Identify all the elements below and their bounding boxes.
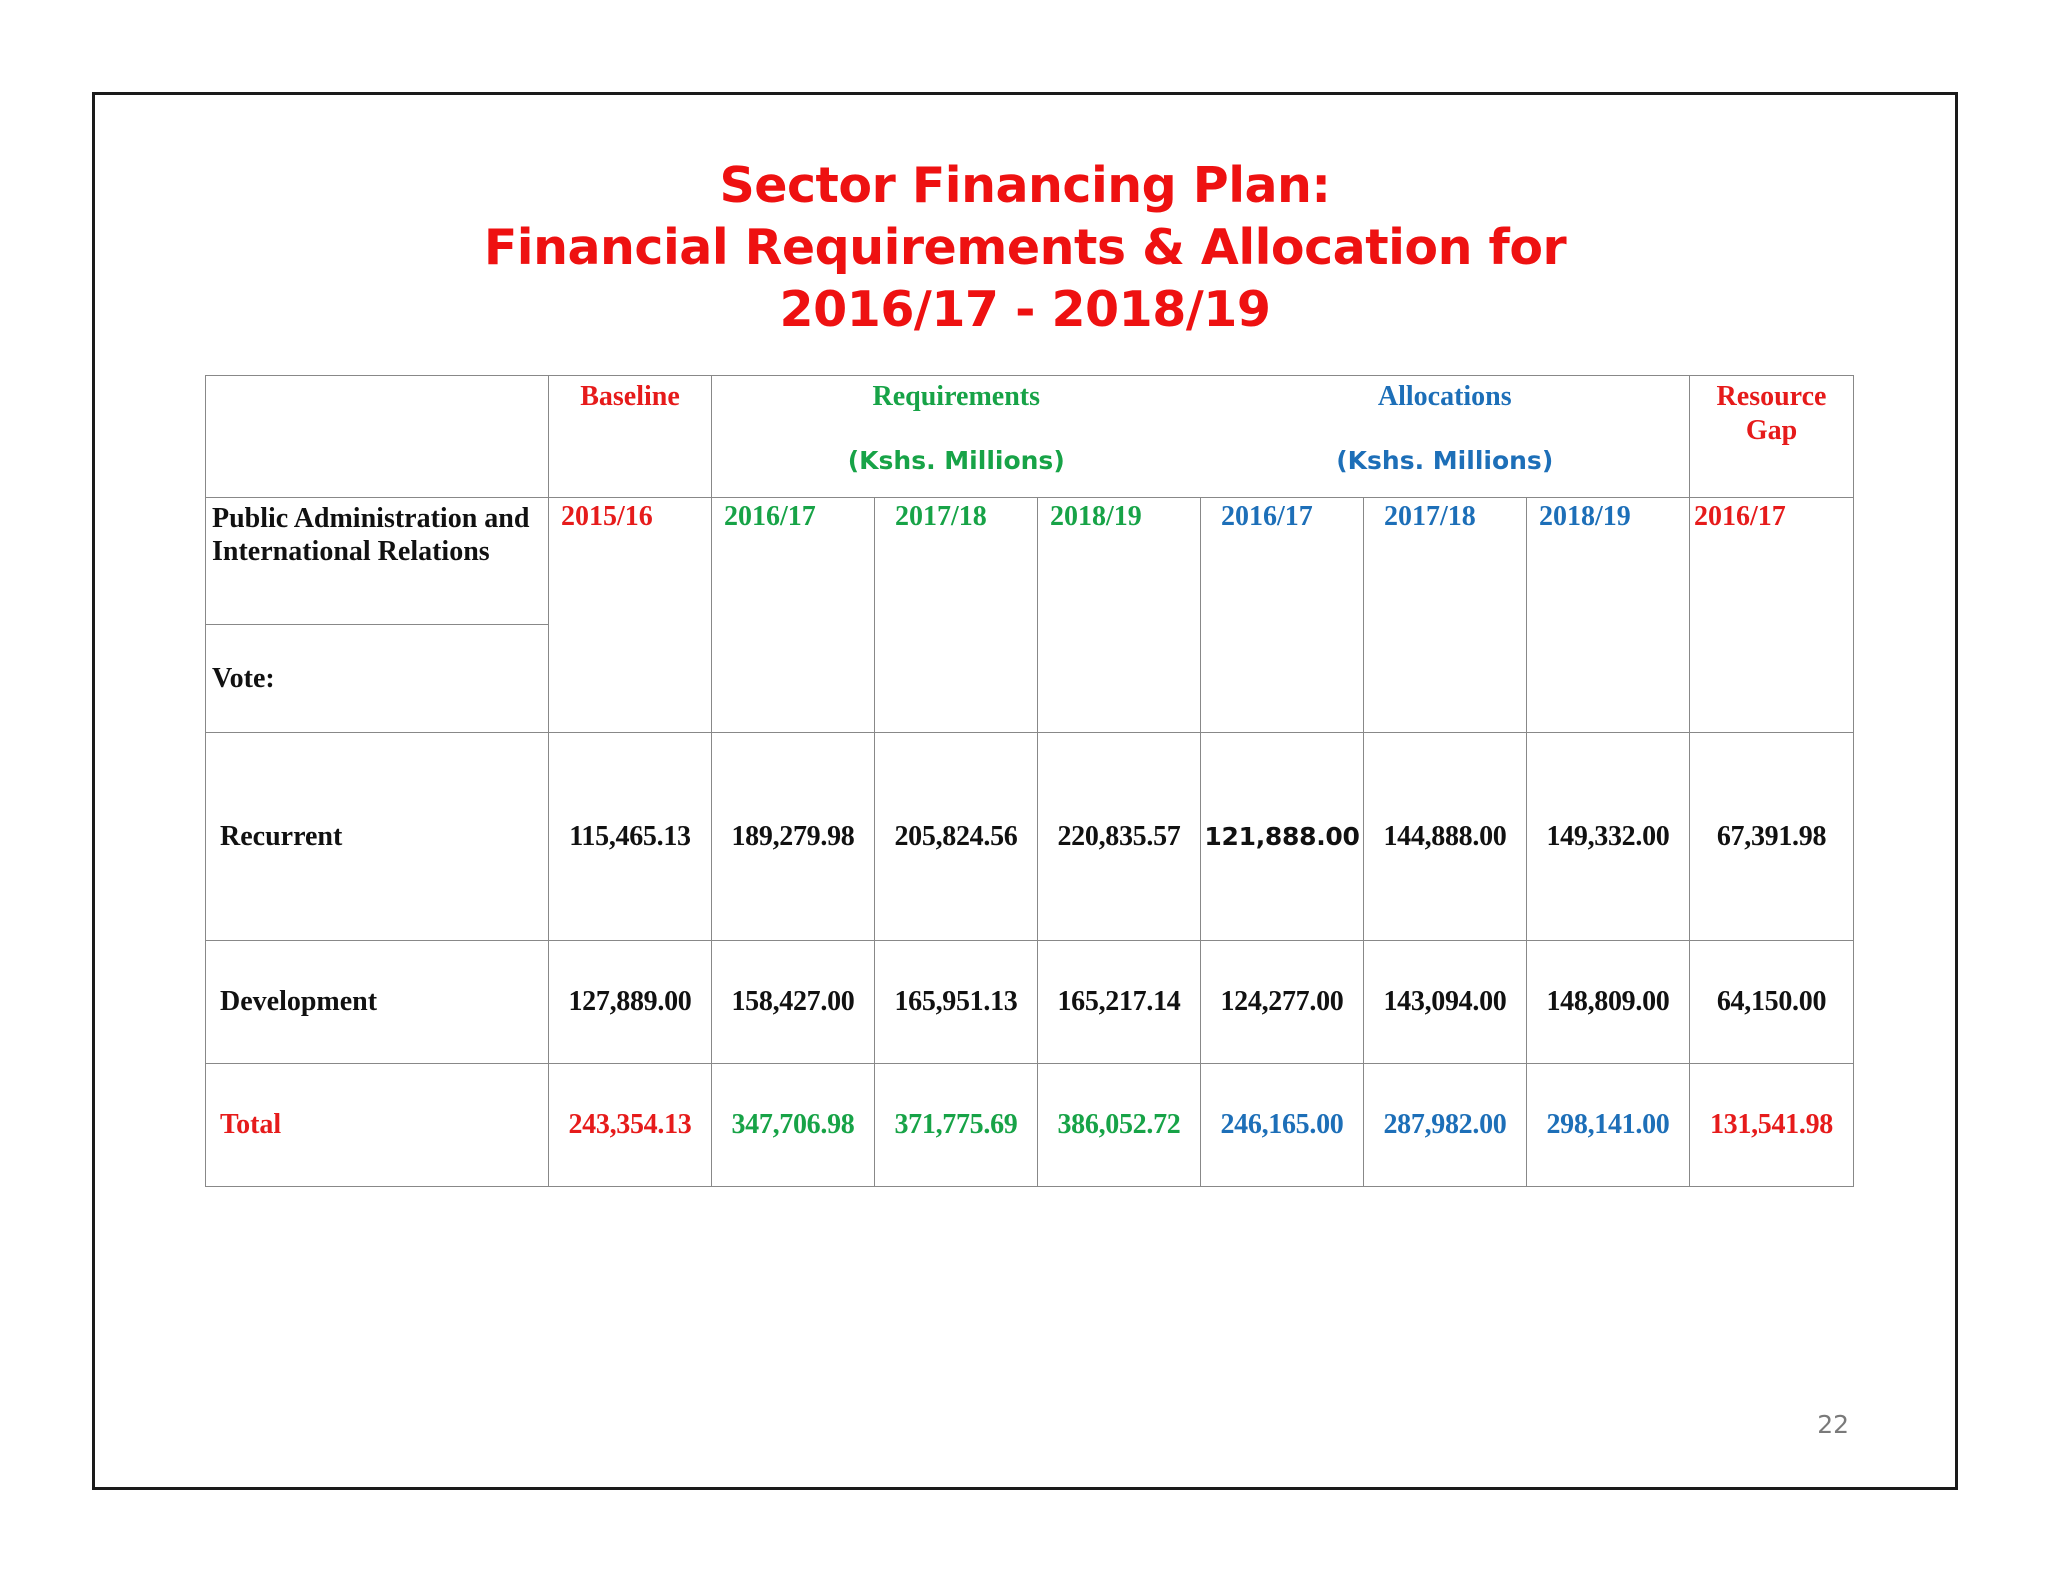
requirements-title: Requirements <box>872 381 1040 412</box>
slide-frame <box>92 92 1958 1490</box>
total-req-2: 371,775.69 <box>875 1064 1038 1187</box>
requirements-header <box>712 376 1201 498</box>
baseline-year: 2015/16 <box>549 498 712 733</box>
development-alloc-2: 143,094.00 <box>1364 941 1527 1064</box>
allocations-year-3: 2018/19 <box>1527 498 1690 733</box>
allocations-unit: (Kshs. Millions) <box>1336 446 1554 475</box>
total-baseline: 243,354.13 <box>549 1064 712 1187</box>
recurrent-req-3: 220,835.57 <box>1038 733 1201 941</box>
requirements-year-3: 2018/19 <box>1038 498 1201 733</box>
total-req-1: 347,706.98 <box>712 1064 875 1187</box>
recurrent-req-1: 189,279.98 <box>712 733 875 941</box>
financing-table <box>205 375 1854 1187</box>
header-row-groups <box>206 376 1854 498</box>
header-empty-cell <box>206 376 549 498</box>
row-label-recurrent: Recurrent <box>206 733 549 941</box>
allocations-header <box>1201 376 1690 498</box>
recurrent-alloc-2: 144,888.00 <box>1364 733 1527 941</box>
development-alloc-3: 148,809.00 <box>1527 941 1690 1064</box>
requirements-unit: (Kshs. Millions) <box>847 446 1065 475</box>
total-gap: 131,541.98 <box>1690 1064 1854 1187</box>
sector-label: Public Administration and International Relations <box>206 498 549 625</box>
table-row-development <box>206 941 1854 1064</box>
resource-gap-year: 2016/17 <box>1690 498 1854 733</box>
title-line-2: Financial Requirements & Allocation for <box>483 219 1567 276</box>
row-label-development: Development <box>206 941 549 1064</box>
vote-label: Vote: <box>206 625 549 733</box>
allocations-year-2: 2017/18 <box>1364 498 1527 733</box>
recurrent-alloc-3: 149,332.00 <box>1527 733 1690 941</box>
slide-title <box>95 155 1955 341</box>
allocations-title: Allocations <box>1377 381 1512 412</box>
title-line-3: 2016/17 - 2018/19 <box>779 281 1271 338</box>
development-baseline: 127,889.00 <box>549 941 712 1064</box>
recurrent-baseline: 115,465.13 <box>549 733 712 941</box>
recurrent-req-2: 205,824.56 <box>875 733 1038 941</box>
recurrent-gap: 67,391.98 <box>1690 733 1854 941</box>
title-line-1: Sector Financing Plan: <box>719 157 1331 214</box>
total-alloc-1: 246,165.00 <box>1201 1064 1364 1187</box>
resource-gap-header: Resource Gap <box>1690 376 1854 498</box>
development-alloc-1: 124,277.00 <box>1201 941 1364 1064</box>
baseline-header: Baseline <box>549 376 712 498</box>
recurrent-alloc-1: 121,888.00 <box>1201 733 1364 941</box>
development-gap: 64,150.00 <box>1690 941 1854 1064</box>
total-req-3: 386,052.72 <box>1038 1064 1201 1187</box>
total-alloc-2: 287,982.00 <box>1364 1064 1527 1187</box>
row-label-total: Total <box>206 1064 549 1187</box>
table-row-total <box>206 1064 1854 1187</box>
table-row-recurrent <box>206 733 1854 941</box>
header-row-years <box>206 498 1854 625</box>
allocations-year-1: 2016/17 <box>1201 498 1364 733</box>
development-req-1: 158,427.00 <box>712 941 875 1064</box>
development-req-2: 165,951.13 <box>875 941 1038 1064</box>
total-alloc-3: 298,141.00 <box>1527 1064 1690 1187</box>
development-req-3: 165,217.14 <box>1038 941 1201 1064</box>
requirements-year-1: 2016/17 <box>712 498 875 733</box>
page-number: 22 <box>1817 1410 1849 1439</box>
requirements-year-2: 2017/18 <box>875 498 1038 733</box>
